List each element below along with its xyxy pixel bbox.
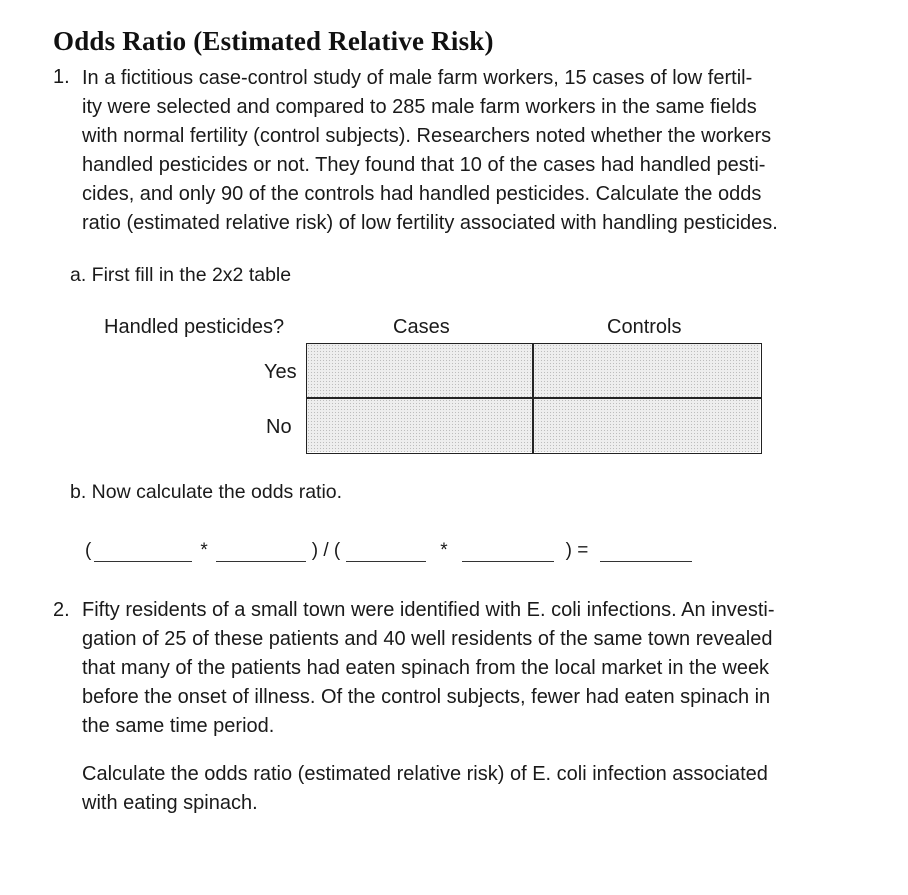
odds-ratio-formula [82,540,692,562]
question-2-followup-line: Calculate the odds ratio (estimated relative risk) of E. coli infection associated [82,763,768,785]
table-row-header: Handled pesticides? [104,316,285,338]
formula-blank-1[interactable] [94,543,192,562]
cell-yes-controls[interactable] [534,344,760,397]
formula-open-paren: ( [85,540,92,561]
question-2-line: gation of 25 of these patients and 40 well residents of the same town revealed [82,628,773,650]
formula-blank-2[interactable] [216,543,306,562]
question-1-number: 1. [53,66,70,88]
table-row-yes: Yes [264,361,297,383]
question-1-line: handled pesticides or not. They found that 10 of the cases had handled pesti- [82,154,766,176]
table-row-no: No [266,416,292,438]
question-2-line: before the onset of illness. Of the control subjects, fewer had eaten spinach in [82,686,771,708]
cell-no-controls[interactable] [534,399,760,452]
part-a-label: a. First fill in the 2x2 table [70,264,292,286]
table-col-cases: Cases [393,316,450,338]
question-2-line: the same time period. [82,715,275,737]
question-2-followup [82,760,768,818]
page-title: Odds Ratio (Estimated Relative Risk) [53,26,494,56]
cell-no-cases[interactable] [307,399,532,452]
question-1-line: cides, and only 90 of the controls had handled pesticides. Calculate the odds [82,183,762,205]
question-1-line: with normal fertility (control subjects). Researchers noted whether the workers [82,125,772,147]
question-2-followup-line: with eating spinach. [82,792,258,814]
two-by-two-table [306,343,762,454]
formula-times-1: * [200,540,208,561]
question-1-line: ity were selected and compared to 285 male farm workers in the same fields [82,96,757,118]
part-b-label: b. Now calculate the odds ratio. [70,481,343,503]
cell-yes-cases[interactable] [307,344,532,397]
question-1-text [82,64,778,238]
question-2-line: that many of the patients had eaten spinach from the local market in the week [82,657,770,679]
formula-blank-result[interactable] [600,543,692,562]
formula-blank-4[interactable] [462,543,554,562]
table-divider-horizontal [307,397,761,399]
formula-times-2: * [440,540,448,561]
question-1-line: In a fictitious case-control study of male farm workers, 15 cases of low fertil- [82,67,753,89]
question-2-number: 2. [53,599,70,621]
question-2-line: Fifty residents of a small town were identified with E. coli infections. An investi- [82,599,775,621]
formula-equals: ) = [565,540,589,561]
question-1-line: ratio (estimated relative risk) of low fertility associated with handling pesticides. [82,212,778,234]
table-col-controls: Controls [607,316,682,338]
formula-divide: ) / ( [311,540,341,561]
formula-blank-3[interactable] [346,543,426,562]
question-2-text [82,596,775,741]
